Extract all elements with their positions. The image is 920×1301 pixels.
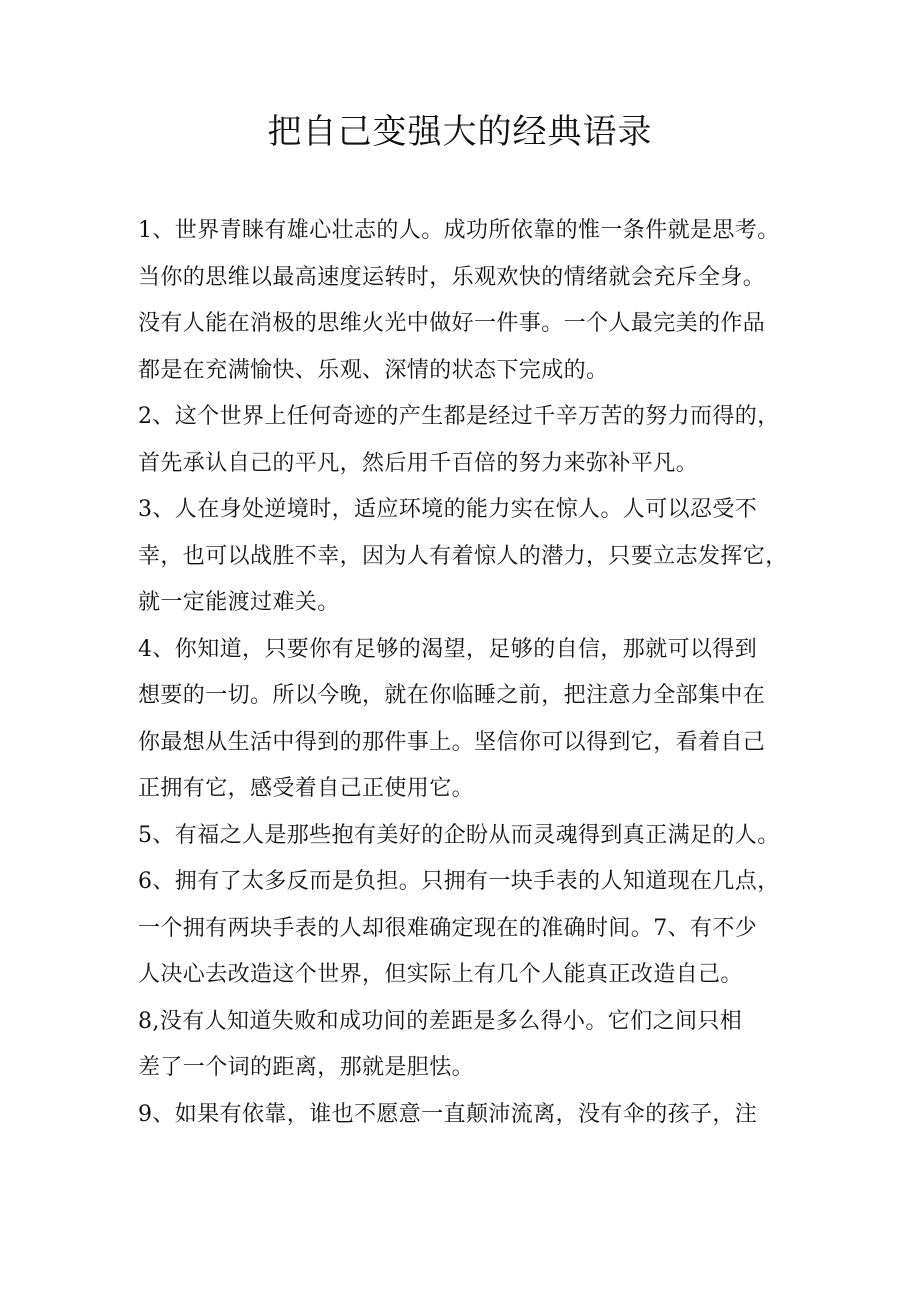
text-line: 就一定能渡过难关。 [138,590,340,615]
text-line: 你最想从生活中得到的那件事上。坚信你可以得到它，看着自己 [138,729,766,755]
text-line: 正拥有它，感受着自己正使用它。 [138,776,475,801]
text-line: 4、你知道，只要你有足够的渴望，足够的自信，那就可以得到 [138,636,758,662]
text-line: 8,没有人知道失败和成功间的差距是多么得小。它们之间只相 [138,1008,743,1034]
document-body [138,208,798,1138]
text-line: 3、人在身处逆境时，适应环境的能力实在惊人。人可以忍受不 [138,497,758,522]
text-line: 1、世界青睐有雄心壮志的人。成功所依靠的惟一条件就是思考。 [138,218,780,243]
text-line: 差了一个词的距离，那就是胆怯。 [138,1055,475,1080]
text-line: 没有人能在消极的思维火光中做好一件事。一个人最完美的作品 [138,311,766,336]
document-title: 把自己变强大的经典语录 [267,112,653,152]
text-line: 5、有福之人是那些抱有美好的企盼从而灵魂得到真正满足的人。 [138,822,780,848]
text-line: 都是在充满愉快、乐观、深情的状态下完成的。 [138,357,609,383]
text-line: 2、这个世界上任何奇迹的产生都是经过千辛万苦的努力而得的， [138,404,780,429]
text-line: 幸，也可以战胜不幸，因为人有着惊人的潜力，只要立志发挥它， [138,543,788,569]
text-line: 想要的一切。所以今晚，就在你临睡之前，把注意力全部集中在 [138,683,766,708]
text-line: 9、如果有依靠，谁也不愿意一直颠沛流离，没有伞的孩子，注 [138,1101,758,1127]
text-line: 人决心去改造这个世界，但实际上有几个人能真正改造自己。 [138,962,743,987]
text-line: 一个拥有两块手表的人却很难确定现在的准确时间。7、有不少 [138,915,758,941]
text-line: 6、拥有了太多反而是负担。只拥有一块手表的人知道现在几点， [138,869,780,894]
text-line: 当你的思维以最高速度运转时，乐观欢快的情绪就会充斥全身。 [138,264,766,290]
text-line: 首先承认自己的平凡，然后用千百倍的努力来弥补平凡。 [138,450,699,476]
